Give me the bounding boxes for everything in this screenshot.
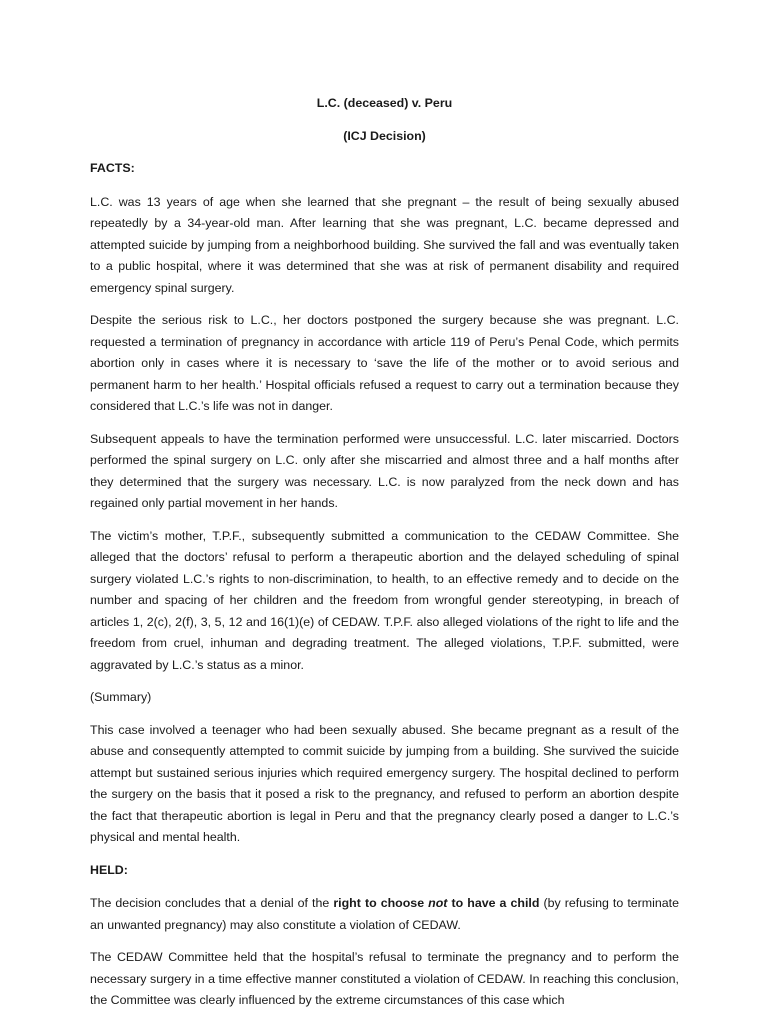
facts-paragraph-2: Despite the serious risk to L.C., her doctors postponed the surgery because she was pregnant. L.C. requested a termination of pregnancy in accordance with article 119 of Peru’s Penal Code, which permits abortion only in cases where it is necessary to ‘save the life of the mother or to avoid serious and permanent harm to her health.’ Hospital officials refused a request to carry out a termination because they considered that L.C.’s life was not in danger. — [90, 313, 679, 413]
summary-label: (Summary) — [90, 690, 152, 704]
held-emphasis: to have a child — [447, 896, 540, 910]
facts-heading: FACTS: — [90, 161, 135, 175]
held-text: The decision concludes that a denial of the — [90, 896, 334, 910]
held-emphasis-italic: not — [428, 896, 448, 910]
held-heading: HELD: — [90, 862, 128, 877]
held-emphasis: right to choose — [333, 896, 429, 910]
case-subtitle: (ICJ Decision) — [343, 128, 426, 143]
held-paragraph-2: The CEDAW Committee held that the hospital’s refusal to terminate the pregnancy and to perform the necessary surgery in a time effective manner constituted a violation of CEDAW. In reaching this conclusion, the Committee was clearly influenced by the extreme circumstances of this case which — [90, 950, 679, 1007]
facts-paragraph-3: Subsequent appeals to have the termination performed were unsuccessful. L.C. later miscarried. Doctors performed the spinal surgery on L.C. only after she miscarried and almost three and a half months after they determined that the surgery was necessary. L.C. is now paralyzed from the neck down and has regained only partial movement in her hands. — [90, 431, 679, 510]
facts-paragraph-1: L.C. was 13 years of age when she learned that she pregnant – the result of being sexually abused repeatedly by a 34-year-old man. After learning that she was pregnant, L.C. became depressed and attempted suicide by jumping from a neighborhood building. She survived the fall and was eventually taken to a public hospital, where it was determined that she was at risk of permanent disability and required emergency spinal surgery. — [90, 194, 679, 295]
case-title: L.C. (deceased) v. Peru — [316, 96, 453, 110]
held-paragraph-1 — [90, 893, 679, 936]
held-text: (by refusing to terminate an unwanted pregnancy) may also constitute a violation of CEDAW. — [90, 896, 679, 932]
facts-paragraph-4: The victim’s mother, T.P.F., subsequently submitted a communication to the CEDAW Committee. She alleged that the doctors’ refusal to perform a therapeutic abortion and the delayed scheduling of spinal surgery violated L.C.’s rights to non-discrimination, to health, to an effective remedy and to decide on the number and spacing of her children and the freedom from wrongful gender stereotyping, in breach of articles 1, 2(c), 2(f), 3, 5, 12 and 16(1)(e) of CEDAW. T.P.F. also alleged violations of the right to life and the freedom from cruel, inhuman and degrading treatment. The alleged violations, T.P.F. submitted, were aggravated by L.C.’s status as a minor. — [90, 528, 679, 672]
document-page — [90, 93, 679, 1023]
summary-paragraph: This case involved a teenager who had been sexually abused. She became pregnant as a result of the abuse and consequently attempted to commit suicide by jumping from a building. She survived the suicide attempt but sustained serious injuries which required emergency surgery. The hospital declined to perform the surgery on the basis that it posed a risk to the pregnancy, and refused to perform an abortion despite the fact that therapeutic abortion is legal in Peru and that the pregnancy clearly posed a danger to L.C.’s physical and mental health. — [90, 722, 679, 844]
